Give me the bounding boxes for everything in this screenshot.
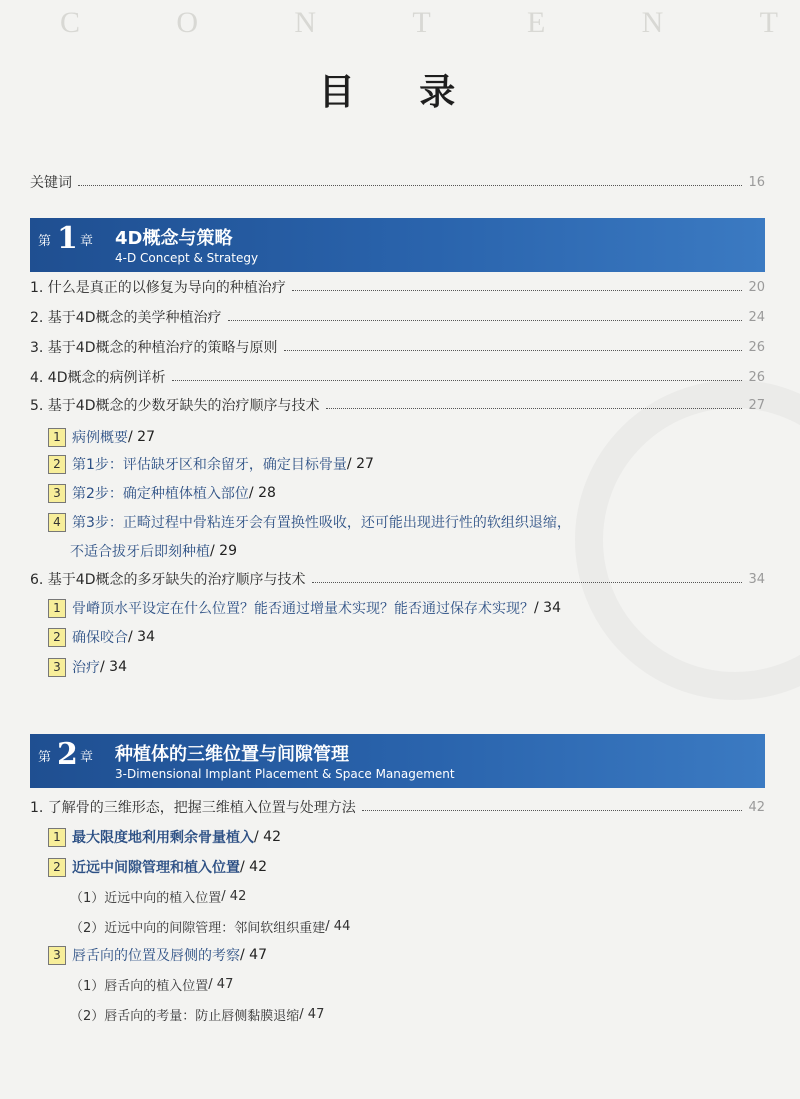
- number-badge: 2: [48, 455, 66, 474]
- toc-subentry[interactable]: [48, 426, 155, 448]
- toc-subentry-label: 不适合拔牙后即刻种植: [70, 544, 210, 560]
- chapter-title-cn: 4D概念与策略: [115, 228, 233, 249]
- toc-entry-label: 关键词: [30, 175, 72, 191]
- toc-paren-label: （1）唇舌向的植入位置: [70, 978, 209, 994]
- toc-entry[interactable]: [30, 276, 765, 298]
- toc-paren-entry[interactable]: [70, 915, 350, 937]
- toc-subentry[interactable]: [48, 856, 267, 878]
- number-badge: 2: [48, 628, 66, 647]
- toc-entry-keywords[interactable]: [30, 171, 765, 193]
- chapter-title-en: 4-D Concept & Strategy: [115, 251, 259, 265]
- dot-leader: [326, 408, 743, 409]
- toc-subentry-page: / 42: [254, 829, 281, 845]
- bg-letter: T: [412, 6, 433, 39]
- toc-entry-page: 27: [748, 397, 765, 413]
- toc-subentry-continuation[interactable]: [70, 540, 237, 562]
- toc-paren-page: / 47: [208, 976, 234, 992]
- toc-entry-page: 16: [748, 174, 765, 190]
- number-badge: 3: [48, 484, 66, 503]
- toc-entry-page: 20: [748, 279, 765, 295]
- toc-entry[interactable]: [30, 568, 765, 590]
- toc-entry-page: 34: [748, 571, 765, 587]
- toc-entry-page: 26: [748, 339, 765, 355]
- toc-subentry[interactable]: [48, 626, 155, 648]
- toc-entry-label: 3. 基于4D概念的种植治疗的策略与原则: [30, 340, 278, 356]
- toc-subentry[interactable]: [48, 944, 267, 966]
- number-badge: 2: [48, 858, 66, 877]
- toc-subentry-page: / 34: [534, 600, 561, 616]
- toc-entry-label: 4. 4D概念的病例详析: [30, 370, 166, 386]
- watermark-seal: [575, 380, 800, 700]
- toc-subentry-label: 唇舌向的位置及唇侧的考察: [72, 948, 240, 964]
- toc-subentry[interactable]: [48, 482, 276, 504]
- toc-subentry-page: / 34: [100, 659, 127, 675]
- toc-subentry[interactable]: [48, 656, 127, 678]
- toc-subentry[interactable]: [48, 453, 374, 475]
- toc-entry[interactable]: [30, 394, 765, 416]
- toc-entry-page: 42: [748, 799, 765, 815]
- toc-entry-label: 1. 了解骨的三维形态，把握三维植入位置与处理方法: [30, 800, 356, 816]
- toc-entry[interactable]: [30, 796, 765, 818]
- chapter-suffix: 章: [80, 750, 94, 765]
- toc-subentry-label: 病例概要: [72, 430, 128, 446]
- chapter-prefix: 第: [38, 234, 52, 249]
- toc-entry-label: 6. 基于4D概念的多牙缺失的治疗顺序与技术: [30, 572, 306, 588]
- toc-paren-label: （2）唇舌向的考量：防止唇侧黏膜退缩: [70, 1008, 300, 1024]
- toc-entry-label: 1. 什么是真正的以修复为导向的种植治疗: [30, 280, 286, 296]
- number-badge: 4: [48, 513, 66, 532]
- bg-letter: T: [759, 6, 780, 39]
- toc-subentry-label: 治疗: [72, 660, 100, 676]
- dot-leader: [172, 380, 743, 381]
- chapter-title-cn: 种植体的三维位置与间隙管理: [115, 744, 349, 765]
- bg-letter: N: [294, 6, 319, 39]
- chapter-suffix: 章: [80, 234, 94, 249]
- toc-subentry[interactable]: [48, 597, 561, 619]
- bg-letter: E: [527, 6, 548, 39]
- dot-leader: [284, 350, 743, 351]
- chapter-1-banner[interactable]: [30, 218, 765, 272]
- number-badge: 1: [48, 428, 66, 447]
- toc-paren-page: / 44: [325, 918, 351, 934]
- toc-paren-label: （2）近远中向的间隙管理：邻间软组织重建: [70, 920, 326, 936]
- chapter-prefix: 第: [38, 750, 52, 765]
- toc-entry-label: 5. 基于4D概念的少数牙缺失的治疗顺序与技术: [30, 398, 320, 414]
- toc-subentry-label: 近远中间隙管理和植入位置: [72, 860, 240, 876]
- background-heading: [60, 6, 780, 40]
- toc-paren-label: （1）近远中向的植入位置: [70, 890, 222, 906]
- page-title: 目 录: [318, 71, 482, 113]
- toc-subentry-label: 第1步：评估缺牙区和余留牙，确定目标骨量: [72, 457, 347, 473]
- number-badge: 1: [48, 599, 66, 618]
- toc-subentry-label: 骨嵴顶水平设定在什么位置？能否通过增量术实现？能否通过保存术实现？: [72, 601, 534, 617]
- toc-subentry-page: / 28: [248, 485, 276, 501]
- toc-entry-page: 26: [748, 369, 765, 385]
- toc-entry[interactable]: [30, 366, 765, 388]
- toc-entry-label: 2. 基于4D概念的美学种植治疗: [30, 310, 222, 326]
- toc-subentry-page: / 29: [210, 543, 237, 559]
- toc-subentry-page: / 42: [240, 859, 267, 875]
- number-badge: 3: [48, 946, 66, 965]
- toc-paren-entry[interactable]: [70, 973, 233, 995]
- toc-subentry-label: 确保咬合: [72, 630, 128, 646]
- toc-subentry-label: 第2步：确定种植体植入部位: [72, 486, 249, 502]
- toc-subentry-label: 最大限度地利用剩余骨量植入: [72, 830, 254, 846]
- toc-entry[interactable]: [30, 336, 765, 358]
- chapter-number: 2: [57, 737, 78, 772]
- bg-letter: C: [60, 6, 83, 39]
- dot-leader: [78, 185, 742, 186]
- toc-subentry[interactable]: [48, 511, 571, 533]
- toc-subentry-page: / 27: [128, 429, 155, 445]
- chapter-number: 1: [57, 221, 78, 256]
- toc-subentry-label: 第3步：正畸过程中骨粘连牙会有置换性吸收，还可能出现进行性的软组织退缩，: [72, 515, 571, 531]
- toc-subentry[interactable]: [48, 826, 281, 848]
- dot-leader: [312, 582, 743, 583]
- toc-paren-entry[interactable]: [70, 885, 246, 907]
- dot-leader: [362, 810, 743, 811]
- number-badge: 3: [48, 658, 66, 677]
- toc-subentry-page: / 34: [128, 629, 155, 645]
- chapter-2-banner[interactable]: [30, 734, 765, 788]
- bg-letter: O: [176, 6, 201, 39]
- toc-entry-page: 24: [748, 309, 765, 325]
- toc-paren-page: / 47: [299, 1006, 325, 1022]
- toc-paren-entry[interactable]: [70, 1003, 324, 1025]
- number-badge: 1: [48, 828, 66, 847]
- toc-paren-page: / 42: [221, 888, 247, 904]
- dot-leader: [292, 290, 743, 291]
- chapter-title-en: 3-Dimensional Implant Placement & Space Management: [115, 767, 455, 781]
- dot-leader: [228, 320, 743, 321]
- toc-entry[interactable]: [30, 306, 765, 328]
- bg-letter: N: [641, 6, 666, 39]
- toc-subentry-page: / 27: [346, 456, 374, 472]
- toc-subentry-page: / 47: [240, 947, 267, 963]
